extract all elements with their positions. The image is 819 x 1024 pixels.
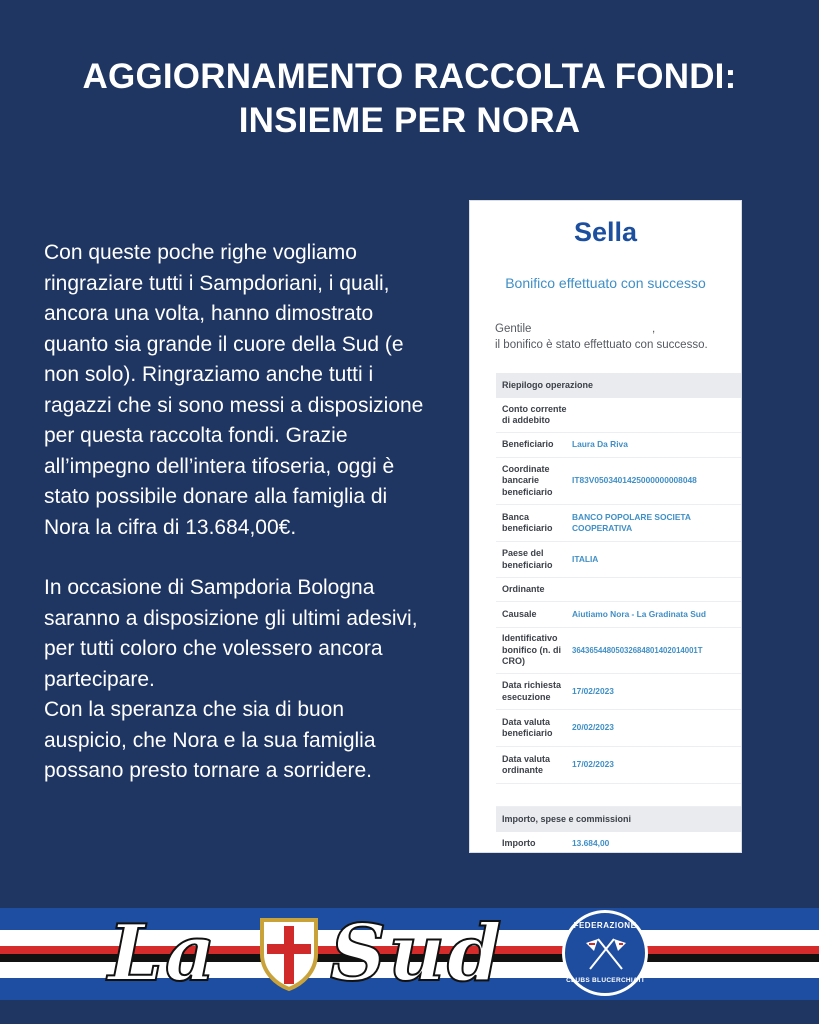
transfer-receipt bbox=[469, 200, 742, 853]
greeting-confirmation: il bonifico è stato effettuato con successo. bbox=[495, 339, 708, 351]
detail-value: Aiutiamo Nora - La Gradinata Sud bbox=[572, 608, 707, 619]
detail-value: 17/02/2023 bbox=[572, 759, 614, 770]
greeting-comma: , bbox=[652, 323, 656, 335]
federation-badge bbox=[562, 910, 648, 996]
detail-row bbox=[496, 710, 741, 747]
crossed-flags-icon bbox=[584, 935, 628, 973]
bank-logo: Sella bbox=[573, 217, 638, 247]
amount-value: 13.684,00 bbox=[572, 838, 610, 849]
detail-label: Causale bbox=[502, 608, 537, 619]
title-line-2: INSIEME PER NORA bbox=[238, 101, 581, 140]
amount-row bbox=[496, 832, 741, 853]
receipt-details bbox=[496, 373, 741, 853]
detail-value: Laura Da Riva bbox=[572, 439, 628, 450]
detail-label: Ordinante bbox=[502, 583, 545, 594]
message-paragraph-1: Con queste poche righe vogliamo ringraziare tutti i Sampdoriani, i quali, ancora una volta, hanno dimostrato quanto sia grande il cuore della Sud (e non solo). Ringraziamo anche tutti i ragazzi che si sono messi a disposizione per questa raccolta fondi. Grazie all’impegno dell’intera tifoseria, oggi è stato possibile donare alla famiglia di Nora la cifra di 13.684,00€. bbox=[44, 241, 424, 539]
detail-value: IT83V0503401425000000008048 bbox=[572, 475, 697, 486]
receipt-greeting bbox=[495, 321, 735, 353]
detail-label: Identificativo bonifico (n. di CRO) bbox=[502, 633, 561, 667]
detail-row bbox=[496, 458, 741, 505]
message-body bbox=[44, 238, 424, 817]
fees-header: Importo, spese e commissioni bbox=[496, 807, 741, 832]
detail-label: Coordinate bancarie beneficiario bbox=[502, 463, 553, 497]
detail-label: Data richiesta esecuzione bbox=[502, 680, 562, 702]
detail-row bbox=[496, 578, 741, 602]
page-title bbox=[0, 55, 819, 143]
greeting-salutation: Gentile bbox=[495, 323, 532, 335]
detail-row bbox=[496, 747, 741, 784]
detail-value: 36436544805032684801402014001T bbox=[572, 645, 703, 655]
amount-label: Importo bbox=[502, 838, 536, 849]
detail-row bbox=[496, 398, 741, 433]
detail-value: ITALIA bbox=[572, 553, 599, 564]
detail-label: Beneficiario bbox=[502, 439, 554, 450]
section-gap bbox=[496, 784, 741, 807]
detail-row bbox=[496, 602, 741, 628]
detail-label: Paese del beneficiario bbox=[502, 548, 553, 570]
detail-row bbox=[496, 674, 741, 710]
detail-label: Data valuta beneficiario bbox=[502, 716, 553, 738]
transfer-status: Bonifico effettuato con successo bbox=[505, 275, 706, 291]
red-cross-shield-icon bbox=[258, 916, 320, 992]
detail-value: 17/02/2023 bbox=[572, 685, 614, 696]
title-line-1: AGGIORNAMENTO RACCOLTA FONDI: bbox=[82, 57, 737, 96]
summary-header: Riepilogo operazione bbox=[496, 373, 741, 398]
detail-row bbox=[496, 542, 741, 578]
federation-bottom-text: CLUBS BLUCERCHIATI bbox=[566, 977, 644, 984]
message-paragraph-3: Con la speranza che sia di buon auspicio, che Nora e la sua famiglia possano presto tornare a sorridere. bbox=[44, 698, 376, 782]
detail-row bbox=[496, 628, 741, 674]
message-paragraph-2: In occasione di Sampdoria Bologna saranno a disposizione gli ultimi adesivi, per tutti coloro che volessero ancora partecipare. bbox=[44, 576, 418, 691]
detail-value: 20/02/2023 bbox=[572, 722, 614, 733]
detail-row bbox=[496, 505, 741, 542]
detail-row bbox=[496, 433, 741, 458]
detail-label: Conto corrente di addebito bbox=[502, 403, 567, 425]
detail-label: Banca beneficiario bbox=[502, 511, 553, 533]
logo-sud: Sud bbox=[330, 908, 504, 999]
logo-la: La bbox=[108, 908, 218, 999]
detail-label: Data valuta ordinante bbox=[502, 753, 551, 775]
federation-top-text: FEDERAZIONE bbox=[573, 921, 637, 930]
detail-value: BANCO POPOLARE SOCIETA COOPERATIVA bbox=[572, 511, 691, 533]
